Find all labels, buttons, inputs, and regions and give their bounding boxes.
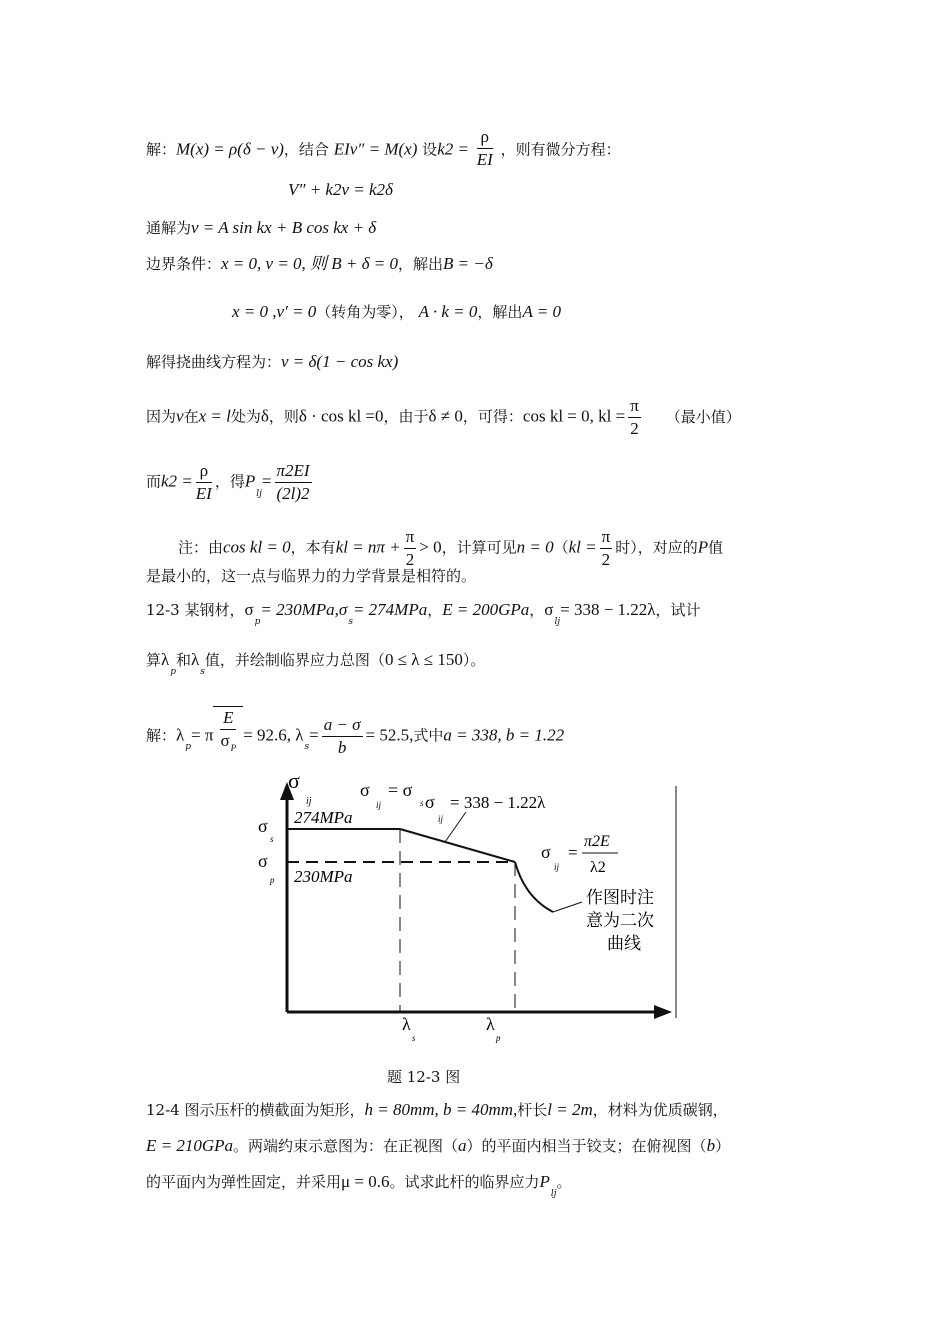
eq: = 52.5,: [365, 725, 414, 745]
eq-top-equals: = σ: [388, 780, 413, 800]
eq: μ = 0.6: [341, 1172, 390, 1191]
euler-sub: ij: [554, 862, 560, 872]
eq: =: [309, 725, 319, 745]
note-pointer: [553, 902, 582, 912]
text: （: [553, 538, 569, 557]
equation: v = δ(1 − cos kx): [281, 352, 399, 371]
text: 注：由: [178, 538, 224, 557]
text: 算: [146, 651, 162, 669]
result: B = −δ: [443, 254, 493, 273]
text: ，本有: [290, 538, 336, 557]
text: 12-3 某钢材，: [146, 601, 245, 619]
lambda-s-sub: s: [412, 1033, 416, 1043]
text: 值，并绘制临界应力总图（: [204, 651, 385, 669]
eq: δ ≠ 0: [428, 406, 463, 426]
var: σ: [544, 600, 554, 619]
subscript: s: [348, 617, 353, 627]
var: v: [176, 406, 184, 426]
range: 0 ≤ λ ≤ 150: [384, 650, 463, 669]
text: ，: [427, 601, 443, 619]
eq: cos kl = 0, kl =: [522, 406, 626, 426]
eq: l = 2m: [547, 1100, 593, 1119]
text: ，: [529, 601, 545, 619]
value-274: 274MPa: [294, 808, 353, 827]
text: 式中: [413, 726, 444, 745]
denominator: 2: [601, 550, 611, 569]
var: P: [244, 471, 256, 491]
eq-top-linear: = 338 − 1.22λ: [450, 793, 546, 812]
text: ）: [715, 1137, 731, 1155]
text: ，结合: [283, 140, 329, 159]
numerator: π: [404, 526, 417, 549]
equation-2: A · k = 0: [418, 302, 478, 321]
text: ，得: [214, 472, 245, 491]
eq: cos kl = 0: [223, 537, 291, 557]
var: λ: [161, 650, 170, 669]
subscript: lj: [256, 488, 262, 499]
text: 设: [422, 140, 438, 159]
beam-eq: EIv″ = M(x): [333, 139, 418, 159]
eq-top-sub-2: s: [420, 798, 424, 808]
equation: v = A sin kx + B cos kx + δ: [191, 218, 377, 237]
x-axis-arrow: [654, 1005, 672, 1019]
eq: = π: [191, 725, 214, 745]
eq: k2 =: [161, 471, 193, 491]
denominator: (2l)2: [276, 484, 310, 503]
differential-equation: V″ + k2v = k2δ: [288, 180, 393, 199]
subscript: lj: [550, 1189, 557, 1199]
sigma-p-sub: p: [270, 875, 275, 885]
subscript: p: [170, 667, 177, 677]
subscript: p: [254, 617, 261, 627]
lambda-p-label: λ: [486, 1014, 495, 1034]
text: 在: [183, 407, 199, 426]
equation: x = 0 ,v′ = 0: [232, 302, 317, 321]
text: 杆长: [517, 1101, 548, 1119]
denominator: b: [337, 737, 347, 757]
text: 的平面内为弹性固定，并采用: [146, 1173, 342, 1191]
note-line-1: 作图时注: [586, 888, 654, 907]
var: λ: [176, 725, 185, 745]
eq-top-sigma-1: σ: [360, 780, 370, 800]
note: （转角为零），: [316, 303, 414, 321]
subscript: s: [200, 667, 205, 677]
euler-curve: [515, 862, 553, 912]
eq: kl = nπ +: [335, 537, 401, 557]
text: ，材料为优质碳钢，: [592, 1101, 728, 1119]
euler-numerator: π2E: [584, 833, 610, 850]
value-230: 230MPa: [294, 867, 353, 886]
text: ，解出: [398, 255, 444, 273]
var: P: [539, 1172, 550, 1191]
denominator: 2: [405, 550, 415, 569]
y-axis-sub: ij: [306, 796, 312, 807]
eq: a = 338, b = 1.22: [443, 725, 565, 745]
label: 解：: [146, 140, 177, 159]
lambda-p-sub: p: [496, 1033, 501, 1043]
subscript: P: [230, 743, 237, 753]
note-line-2: 意为二次: [586, 911, 654, 930]
eq: x = l: [198, 406, 231, 426]
problem-12-4-line-1: [146, 1100, 728, 1120]
eq: E = 210GPa: [146, 1136, 234, 1155]
eq: = 230MPa,σ: [260, 600, 348, 619]
text: ）的平面内相当于铰支；在俯视图（: [466, 1137, 707, 1155]
figure-caption: 题 12-3 图: [387, 1068, 461, 1086]
text: ，则有微分方程：: [500, 140, 621, 159]
eq-top-sub-3: ij: [438, 814, 444, 824]
linear-eq-leader: [445, 812, 466, 842]
var: b: [706, 1136, 716, 1155]
sigma-s-label: σ: [258, 816, 268, 836]
result: A = 0: [522, 302, 561, 321]
subscript: s: [304, 742, 310, 753]
numerator: E: [220, 707, 236, 730]
denominator: 2: [630, 419, 639, 438]
text: 值: [708, 538, 724, 557]
text: 因为: [146, 407, 177, 426]
text: ，解出: [477, 303, 523, 321]
numerator: a − σ: [322, 714, 363, 737]
subscript: lj: [554, 617, 561, 627]
text: 时），对应的: [615, 538, 698, 557]
numerator: ρ: [477, 126, 493, 149]
eq: E = 200GPa: [442, 600, 530, 619]
text: 而: [146, 472, 162, 491]
equation: x = 0, v = 0, 则 B + δ = 0: [221, 254, 399, 273]
eq-top-sub-1: ij: [376, 800, 382, 810]
eq: n = 0: [516, 537, 554, 557]
var: σ: [244, 600, 254, 619]
var: λ: [191, 650, 200, 669]
eq: kl =: [568, 537, 597, 557]
eq: = 274MPa: [352, 600, 428, 619]
label: 通解为: [146, 219, 192, 237]
numerator: ρ: [196, 460, 212, 483]
note-line-3: 曲线: [607, 934, 641, 953]
eq: δ · cos kl =0: [298, 406, 384, 426]
problem-12-4-line-2: [146, 1136, 730, 1156]
text: ，则: [268, 407, 299, 426]
text: 。: [556, 1173, 572, 1191]
euler-sigma: σ: [541, 842, 551, 862]
text: 处为: [230, 407, 261, 426]
text: （最小值）: [665, 407, 741, 426]
label: 边界条件：: [146, 255, 222, 273]
eq-top-sigma-3: σ: [425, 792, 435, 812]
euler-denominator: λ2: [590, 859, 606, 876]
y-axis-label: σ: [288, 768, 300, 793]
text: ，试计: [655, 601, 701, 619]
euler-equals: =: [568, 843, 578, 862]
text: ，计算可见: [441, 538, 517, 557]
linear-segment: [400, 829, 515, 862]
var: a: [458, 1136, 467, 1155]
numerator: π: [600, 526, 613, 549]
eq: = 338 − 1.22λ: [560, 600, 656, 619]
text: ）。: [462, 651, 486, 669]
text: 。两端约束示意图为：在正视图（: [233, 1137, 459, 1155]
var: δ: [260, 406, 269, 426]
denominator: EI: [195, 484, 212, 503]
denominator: EI: [476, 150, 493, 169]
moment-eq: M(x) = ρ(δ − v): [176, 139, 284, 159]
label: 解得挠曲线方程为：: [146, 353, 282, 371]
sigma: σ: [220, 731, 230, 750]
k2-eq: k2 =: [437, 139, 469, 159]
var: P: [697, 537, 709, 557]
eq: h = 80mm, b = 40mm,: [364, 1100, 518, 1119]
text: 12-4 图示压杆的横截面为矩形，: [146, 1101, 365, 1119]
eq: =: [261, 471, 272, 491]
eq: > 0: [419, 537, 442, 557]
text: 。试求此杆的临界应力: [389, 1173, 540, 1191]
eq: = 92.6, λ: [243, 725, 304, 745]
numerator: π2EI: [275, 460, 312, 483]
text: ，可得：: [462, 407, 523, 426]
text: 解：: [146, 726, 177, 745]
text: ，由于: [383, 407, 429, 426]
problem-12-4-line-3: [146, 1172, 572, 1199]
sigma-s-sub: s: [270, 834, 274, 844]
sigma-p-label: σ: [258, 851, 268, 871]
lambda-s-label: λ: [402, 1014, 411, 1034]
text: 和: [176, 651, 192, 669]
subscript: p: [185, 742, 192, 753]
numerator: π: [628, 395, 641, 418]
note-line-2: 是最小的，这一点与临界力的力学背景是相符的。: [146, 567, 477, 585]
